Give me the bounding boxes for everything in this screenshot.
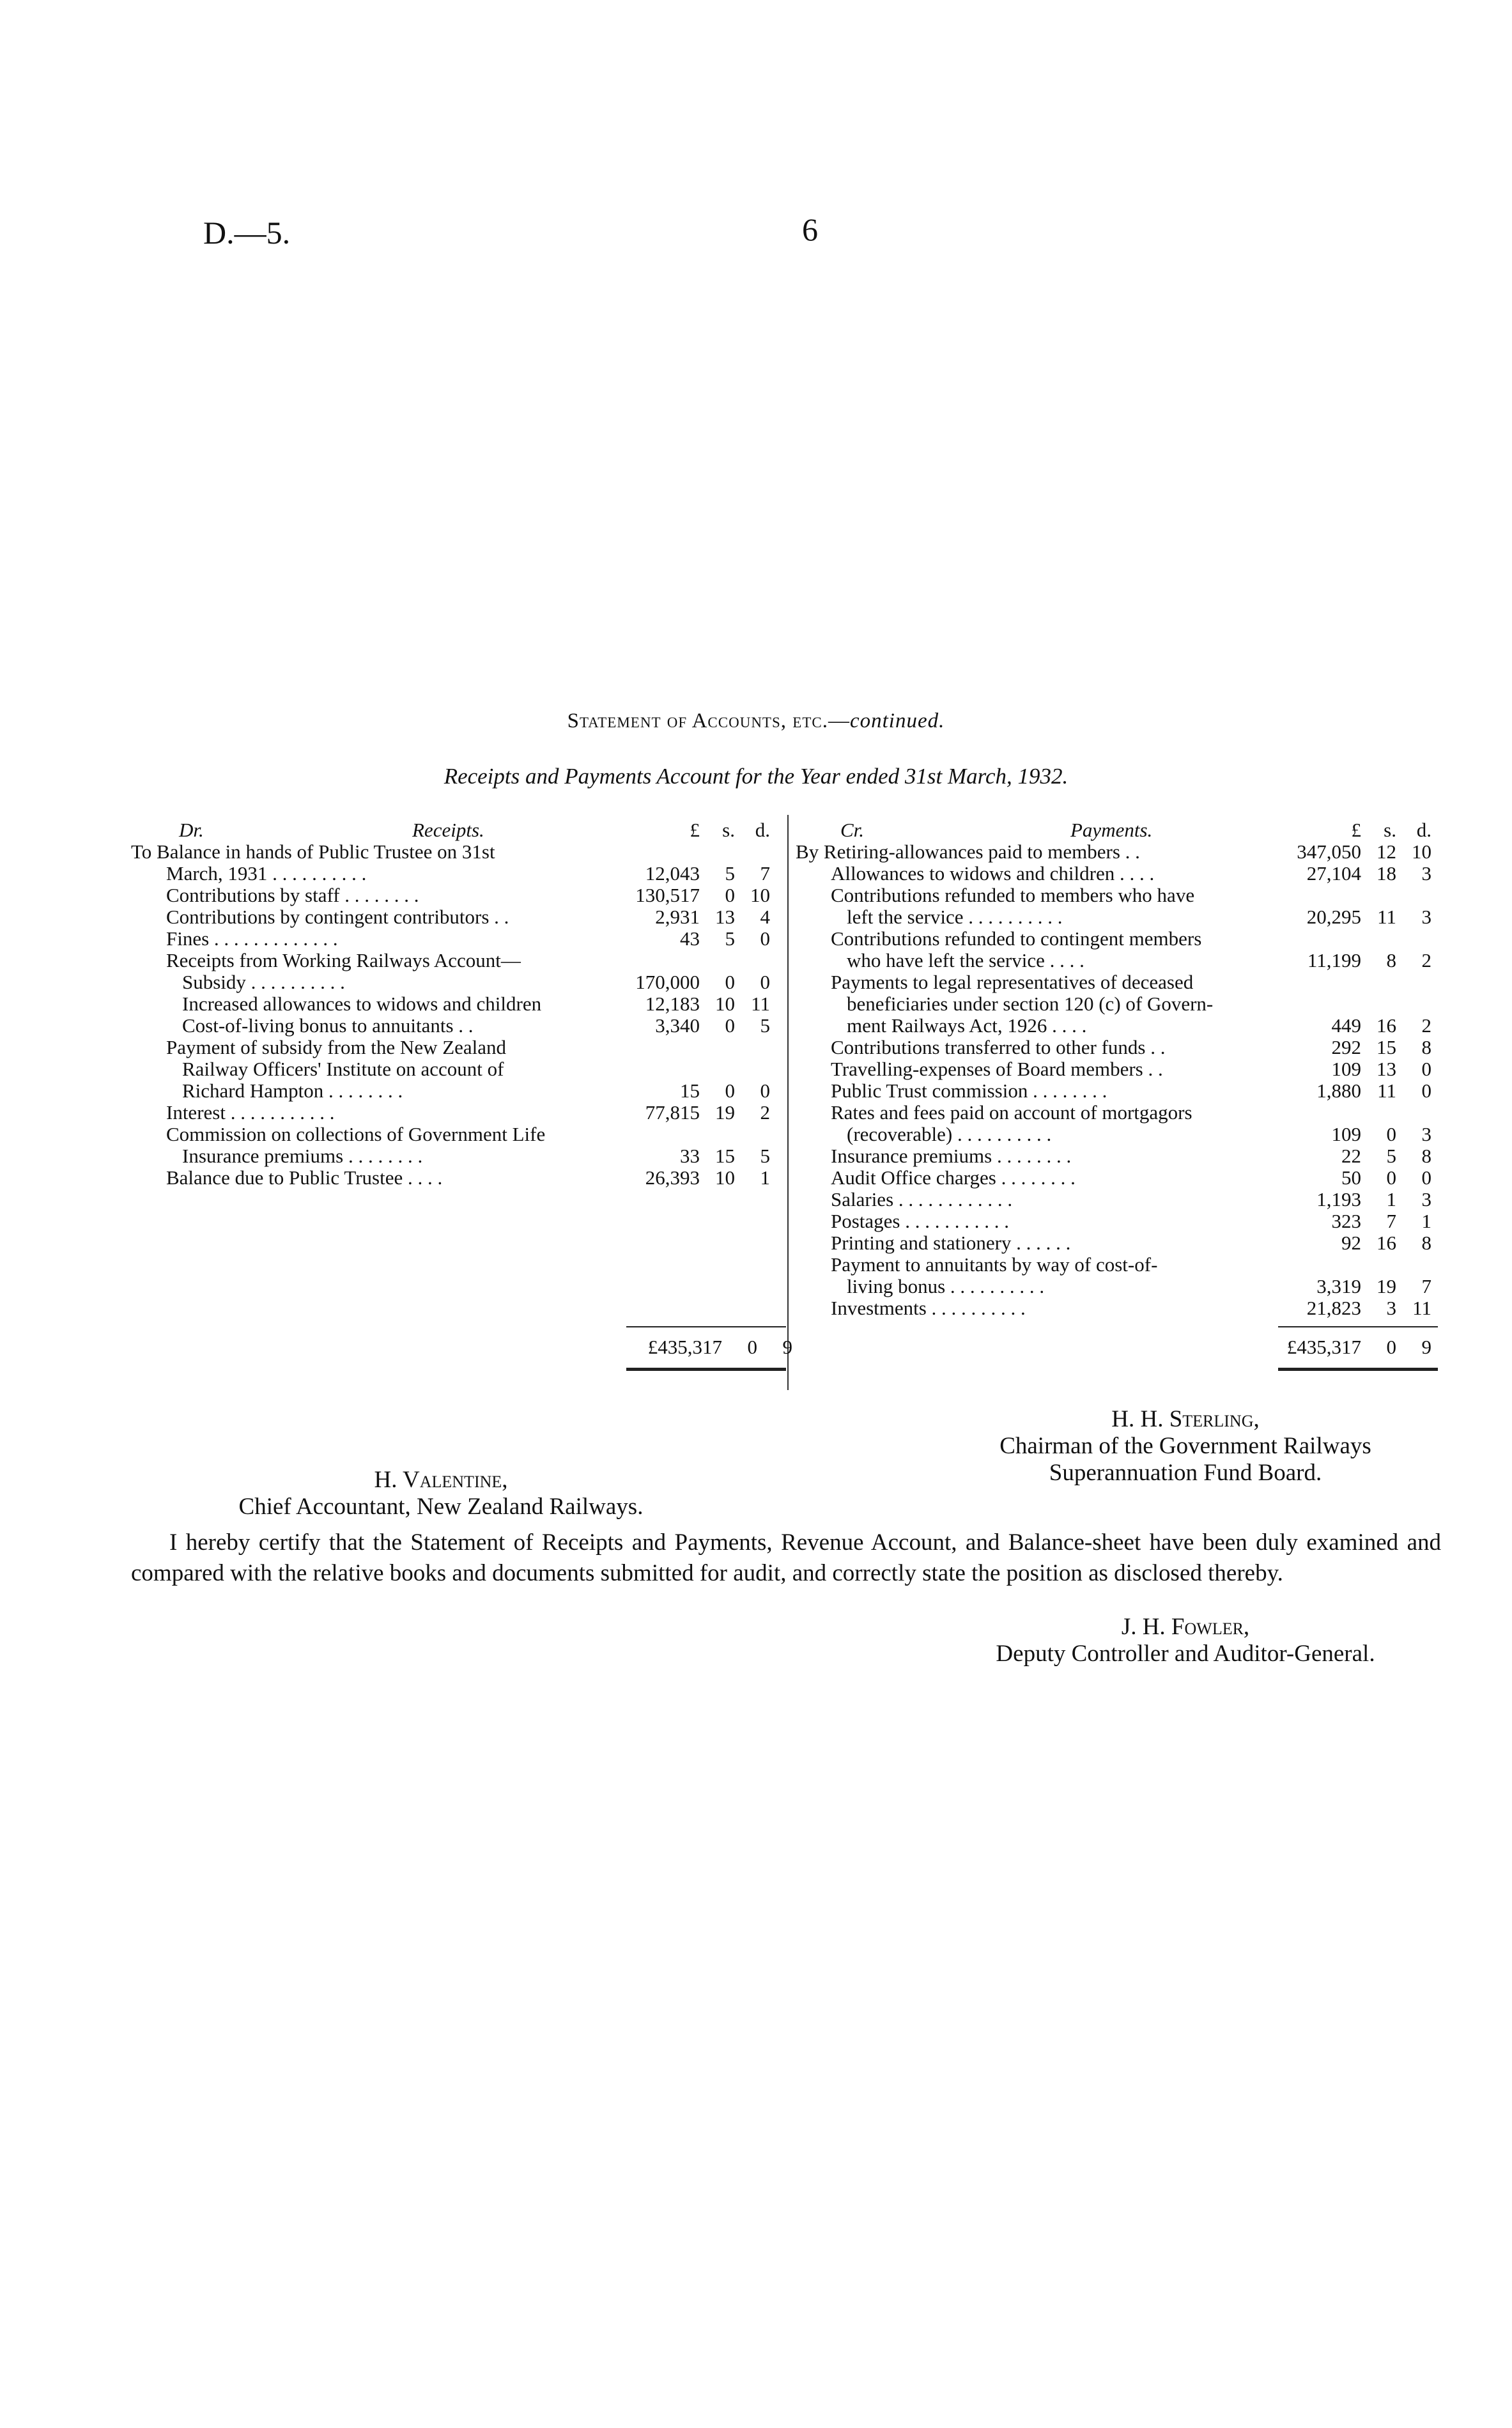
- receipt-line-text: Insurance premiums . . . . . . . .: [182, 1145, 423, 1167]
- payment-line-text: Printing and stationery . . . . . .: [831, 1232, 1071, 1254]
- payment-line: [796, 1037, 1431, 1058]
- receipts-total-shillings: 0: [747, 1336, 757, 1358]
- payment-amount-shillings: 0: [1386, 1166, 1396, 1189]
- receipt-amount-shillings: 10: [715, 1166, 735, 1189]
- payments-header-row: [796, 819, 1431, 841]
- receipt-amount-pence: 10: [750, 884, 770, 906]
- payment-line-text: Salaries . . . . . . . . . . . .: [831, 1188, 1013, 1210]
- payment-line-text: left the service . . . . . . . . . .: [847, 906, 1063, 928]
- payment-line: [796, 1276, 1431, 1297]
- payment-amount-pounds: 27,104: [1306, 862, 1361, 885]
- pence-header: d.: [755, 819, 770, 841]
- payment-line: [796, 1254, 1431, 1276]
- payment-line: [796, 906, 1431, 928]
- payment-line-text: By Retiring-allowances paid to members . .: [796, 840, 1140, 863]
- document-reference: D.—5.: [203, 215, 291, 251]
- receipts-total-pence: 9: [782, 1336, 792, 1358]
- payment-line-text: Contributions refunded to contingent members: [831, 927, 1202, 950]
- receipt-amount-shillings: 0: [725, 1014, 735, 1037]
- receipt-line-text: Commission on collections of Government Life: [166, 1123, 546, 1145]
- receipt-line: [131, 885, 770, 906]
- payment-line: [796, 928, 1431, 950]
- pence-header: d.: [1416, 819, 1431, 841]
- receipt-line: [131, 906, 770, 928]
- payment-amount-shillings: 11: [1377, 906, 1396, 928]
- receipt-amount-pounds: 15: [680, 1079, 700, 1102]
- payment-line: [796, 841, 1431, 863]
- payment-line: [796, 1210, 1431, 1232]
- receipt-amount-shillings: 10: [715, 993, 735, 1015]
- receipt-amount-pence: 5: [760, 1014, 770, 1037]
- sterling-signature: [946, 1406, 1425, 1487]
- receipt-line-text: Subsidy . . . . . . . . . .: [182, 971, 345, 993]
- payment-line: [796, 1297, 1431, 1319]
- receipt-amount-shillings: 19: [715, 1101, 735, 1124]
- fowler-signature: [933, 1614, 1438, 1667]
- payment-amount-shillings: 12: [1377, 840, 1396, 863]
- payment-amount-shillings: 3: [1386, 1297, 1396, 1319]
- receipt-amount-pence: 0: [760, 971, 770, 993]
- receipt-amount-shillings: 0: [725, 971, 735, 993]
- payment-line: [796, 971, 1431, 993]
- payment-line-text: Investments . . . . . . . . . .: [831, 1297, 1026, 1319]
- payment-amount-pence: 2: [1421, 1014, 1431, 1037]
- audit-certification: I hereby certify that the Statement of Receipts and Payments, Revenue Account, and Balance-sheet have been duly examined and compared with the relative books and documents submitted for audit, and correctly state the position as disclosed thereby.: [131, 1529, 1441, 1586]
- receipt-line: [131, 928, 770, 950]
- receipt-amount-shillings: 5: [725, 862, 735, 885]
- receipt-amount-shillings: 15: [715, 1145, 735, 1167]
- receipt-line-text: Railway Officers' Institute on account of: [182, 1058, 504, 1080]
- payment-amount-pounds: 22: [1341, 1145, 1361, 1167]
- payment-line-text: Rates and fees paid on account of mortgagors: [831, 1101, 1192, 1124]
- receipt-amount-shillings: 0: [725, 884, 735, 906]
- receipt-line-text: Receipts from Working Railways Account—: [166, 949, 521, 971]
- payment-amount-shillings: 1: [1386, 1188, 1396, 1210]
- receipt-line-text: March, 1931 . . . . . . . . . .: [166, 862, 367, 885]
- receipt-line: [131, 1037, 770, 1058]
- receipt-amount-pounds: 2,931: [655, 906, 700, 928]
- receipt-line-text: Payment of subsidy from the New Zealand: [166, 1036, 507, 1058]
- statement-title: [0, 709, 1512, 733]
- payment-line: [796, 1102, 1431, 1124]
- payment-amount-pounds: 20,295: [1306, 906, 1361, 928]
- statement-title-main: Statement of Accounts, etc.—: [567, 709, 850, 732]
- payment-amount-pence: 10: [1412, 840, 1431, 863]
- payment-line-text: Public Trust commission . . . . . . . .: [831, 1079, 1107, 1102]
- receipts-total-rule-top: [626, 1326, 786, 1327]
- payment-amount-pence: 7: [1421, 1275, 1431, 1297]
- payment-amount-pence: 2: [1421, 949, 1431, 971]
- receipt-amount-pence: 0: [760, 927, 770, 950]
- payment-amount-shillings: 16: [1377, 1232, 1396, 1254]
- payment-amount-pounds: 1,193: [1316, 1188, 1361, 1210]
- payment-amount-pounds: 21,823: [1306, 1297, 1361, 1319]
- payment-amount-pence: 0: [1421, 1166, 1431, 1189]
- receipts-total: [610, 1336, 792, 1359]
- payments-total-rule-bottom: [1278, 1368, 1438, 1371]
- payment-amount-pounds: 50: [1341, 1166, 1361, 1189]
- payment-amount-shillings: 5: [1386, 1145, 1396, 1167]
- sterling-title-line-1: Chairman of the Government Railways: [999, 1433, 1371, 1459]
- payment-amount-pounds: 109: [1331, 1058, 1361, 1080]
- receipt-line-text: Fines . . . . . . . . . . . . .: [166, 927, 338, 950]
- payment-line-text: Travelling-expenses of Board members . .: [831, 1058, 1163, 1080]
- payment-amount-shillings: 18: [1377, 862, 1396, 885]
- receipt-amount-shillings: 0: [725, 1079, 735, 1102]
- receipt-amount-pence: 5: [760, 1145, 770, 1167]
- receipt-amount-shillings: 5: [725, 927, 735, 950]
- receipt-amount-pounds: 130,517: [635, 884, 700, 906]
- receipt-amount-pence: 7: [760, 862, 770, 885]
- receipt-amount-pounds: 12,043: [645, 862, 700, 885]
- payment-line-text: who have left the service . . . .: [847, 949, 1084, 971]
- cr-label: Cr.: [840, 819, 865, 841]
- payment-line-text: Contributions refunded to members who have: [831, 884, 1195, 906]
- pounds-header: £: [690, 819, 700, 841]
- payment-amount-pounds: 347,050: [1297, 840, 1361, 863]
- payment-amount-pounds: 449: [1331, 1014, 1361, 1037]
- payment-amount-pounds: 11,199: [1307, 949, 1361, 971]
- payment-amount-pounds: 3,319: [1316, 1275, 1361, 1297]
- receipt-amount-shillings: 13: [715, 906, 735, 928]
- statement-title-continued: continued.: [849, 709, 945, 732]
- payment-line-text: Audit Office charges . . . . . . . .: [831, 1166, 1076, 1189]
- payment-amount-pounds: 109: [1331, 1123, 1361, 1145]
- payment-amount-pence: 8: [1421, 1232, 1431, 1254]
- payments-total: [1249, 1336, 1431, 1359]
- receipt-line-text: Contributions by staff . . . . . . . .: [166, 884, 419, 906]
- payment-amount-pence: 8: [1421, 1036, 1431, 1058]
- payment-amount-shillings: 0: [1386, 1123, 1396, 1145]
- receipt-amount-pounds: 3,340: [655, 1014, 700, 1037]
- payment-amount-pence: 8: [1421, 1145, 1431, 1167]
- valentine-name: H. Valentine,: [374, 1467, 508, 1493]
- receipt-line-text: Richard Hampton . . . . . . . .: [182, 1079, 403, 1102]
- receipt-line: [131, 1145, 770, 1167]
- receipt-amount-pence: 0: [760, 1079, 770, 1102]
- receipt-amount-pounds: 77,815: [645, 1101, 700, 1124]
- payment-amount-pence: 3: [1421, 1188, 1431, 1210]
- receipt-line: [131, 841, 770, 863]
- dr-label: Dr.: [179, 819, 204, 841]
- payment-line-text: beneficiaries under section 120 (c) of Govern-: [847, 993, 1214, 1015]
- payments-lines: [796, 841, 1431, 1319]
- payment-line: [796, 1167, 1431, 1189]
- receipt-amount-pounds: 26,393: [645, 1166, 700, 1189]
- receipt-line: [131, 1102, 770, 1124]
- payment-amount-pounds: 323: [1331, 1210, 1361, 1232]
- receipt-line-text: Interest . . . . . . . . . . .: [166, 1101, 335, 1124]
- receipt-line: [131, 950, 770, 971]
- receipt-line: [131, 1124, 770, 1145]
- payments-column: [796, 819, 1431, 1319]
- fowler-title: Deputy Controller and Auditor-General.: [996, 1641, 1375, 1667]
- payments-total-shillings: 0: [1386, 1336, 1396, 1358]
- payment-amount-pounds: 1,880: [1316, 1079, 1361, 1102]
- receipts-label: Receipts.: [412, 819, 484, 841]
- valentine-title: Chief Accountant, New Zealand Railways.: [238, 1494, 644, 1520]
- receipt-amount-pounds: 12,183: [645, 993, 700, 1015]
- receipts-total-pounds: £435,317: [647, 1336, 722, 1358]
- payment-amount-shillings: 19: [1377, 1275, 1396, 1297]
- receipt-amount-pounds: 170,000: [635, 971, 700, 993]
- payment-amount-pence: 3: [1421, 862, 1431, 885]
- payment-line: [796, 1015, 1431, 1037]
- shillings-header: s.: [1384, 819, 1396, 841]
- payment-line: [796, 1189, 1431, 1210]
- payment-line: [796, 993, 1431, 1015]
- shillings-header: s.: [722, 819, 735, 841]
- payment-line-text: ment Railways Act, 1926 . . . .: [847, 1014, 1087, 1037]
- fowler-name: J. H. Fowler,: [1121, 1614, 1250, 1640]
- payment-line-text: living bonus . . . . . . . . . .: [847, 1275, 1045, 1297]
- receipt-amount-pence: 2: [760, 1101, 770, 1124]
- payment-line: [796, 1124, 1431, 1145]
- payment-line-text: Payment to annuitants by way of cost-of-: [831, 1253, 1158, 1276]
- payment-amount-pence: 3: [1421, 906, 1431, 928]
- receipt-line-text: Balance due to Public Trustee . . . .: [166, 1166, 443, 1189]
- payment-amount-pence: 0: [1421, 1079, 1431, 1102]
- page-number: 6: [802, 212, 818, 247]
- payment-amount-pounds: 292: [1331, 1036, 1361, 1058]
- receipt-amount-pence: 11: [751, 993, 770, 1015]
- receipt-line: [131, 1058, 770, 1080]
- receipt-line-text: Cost-of-living bonus to annuitants . .: [182, 1014, 474, 1037]
- payment-line-text: Postages . . . . . . . . . . .: [831, 1210, 1009, 1232]
- payment-amount-pence: 1: [1421, 1210, 1431, 1232]
- payment-amount-pence: 11: [1412, 1297, 1431, 1319]
- payment-line: [796, 1145, 1431, 1167]
- receipt-amount-pounds: 33: [680, 1145, 700, 1167]
- payment-amount-shillings: 15: [1377, 1036, 1396, 1058]
- receipt-line-text: Increased allowances to widows and children: [182, 993, 542, 1015]
- payment-line: [796, 863, 1431, 885]
- payment-line-text: Insurance premiums . . . . . . . .: [831, 1145, 1072, 1167]
- sterling-title-line-2: Superannuation Fund Board.: [1049, 1460, 1322, 1486]
- column-divider: [787, 815, 789, 1390]
- payment-line: [796, 1232, 1431, 1254]
- account-subtitle: Receipts and Payments Account for the Year ended 31st March, 1932.: [444, 764, 1068, 789]
- receipt-amount-pounds: 43: [680, 927, 700, 950]
- payment-amount-shillings: 16: [1377, 1014, 1396, 1037]
- receipt-line-text: To Balance in hands of Public Trustee on 31st: [131, 840, 495, 863]
- payment-amount-shillings: 7: [1386, 1210, 1396, 1232]
- valentine-signature: [185, 1467, 697, 1520]
- receipt-line: [131, 1167, 770, 1189]
- payments-total-pence: 9: [1421, 1336, 1431, 1358]
- pounds-header: £: [1351, 819, 1361, 841]
- payments-label: Payments.: [1070, 819, 1153, 841]
- payment-line-text: Contributions transferred to other funds . .: [831, 1036, 1166, 1058]
- receipts-column: [131, 819, 770, 1189]
- receipt-line-text: Contributions by contingent contributors . .: [166, 906, 509, 928]
- receipts-total-rule-bottom: [626, 1368, 786, 1371]
- receipt-amount-pence: 4: [760, 906, 770, 928]
- payment-line-text: Allowances to widows and children . . . .: [831, 862, 1155, 885]
- payment-line: [796, 950, 1431, 971]
- payment-line: [796, 1080, 1431, 1102]
- payment-amount-shillings: 13: [1377, 1058, 1396, 1080]
- payment-line: [796, 885, 1431, 906]
- payment-amount-shillings: 8: [1386, 949, 1396, 971]
- payment-amount-pence: 0: [1421, 1058, 1431, 1080]
- receipt-amount-pence: 1: [760, 1166, 770, 1189]
- sterling-name: H. H. Sterling,: [1111, 1406, 1260, 1432]
- payments-total-pounds: £435,317: [1286, 1336, 1361, 1358]
- receipt-line: [131, 863, 770, 885]
- payment-amount-pounds: 92: [1341, 1232, 1361, 1254]
- receipt-line: [131, 993, 770, 1015]
- receipt-line: [131, 1080, 770, 1102]
- payment-amount-shillings: 11: [1377, 1079, 1396, 1102]
- payment-line: [796, 1058, 1431, 1080]
- receipt-line: [131, 971, 770, 993]
- receipts-header-row: [131, 819, 770, 841]
- payment-line-text: (recoverable) . . . . . . . . . .: [847, 1123, 1052, 1145]
- receipts-lines: [131, 841, 770, 1189]
- payment-line-text: Payments to legal representatives of deceased: [831, 971, 1194, 993]
- receipt-line: [131, 1015, 770, 1037]
- payments-total-rule-top: [1278, 1326, 1438, 1327]
- payment-amount-pence: 3: [1421, 1123, 1431, 1145]
